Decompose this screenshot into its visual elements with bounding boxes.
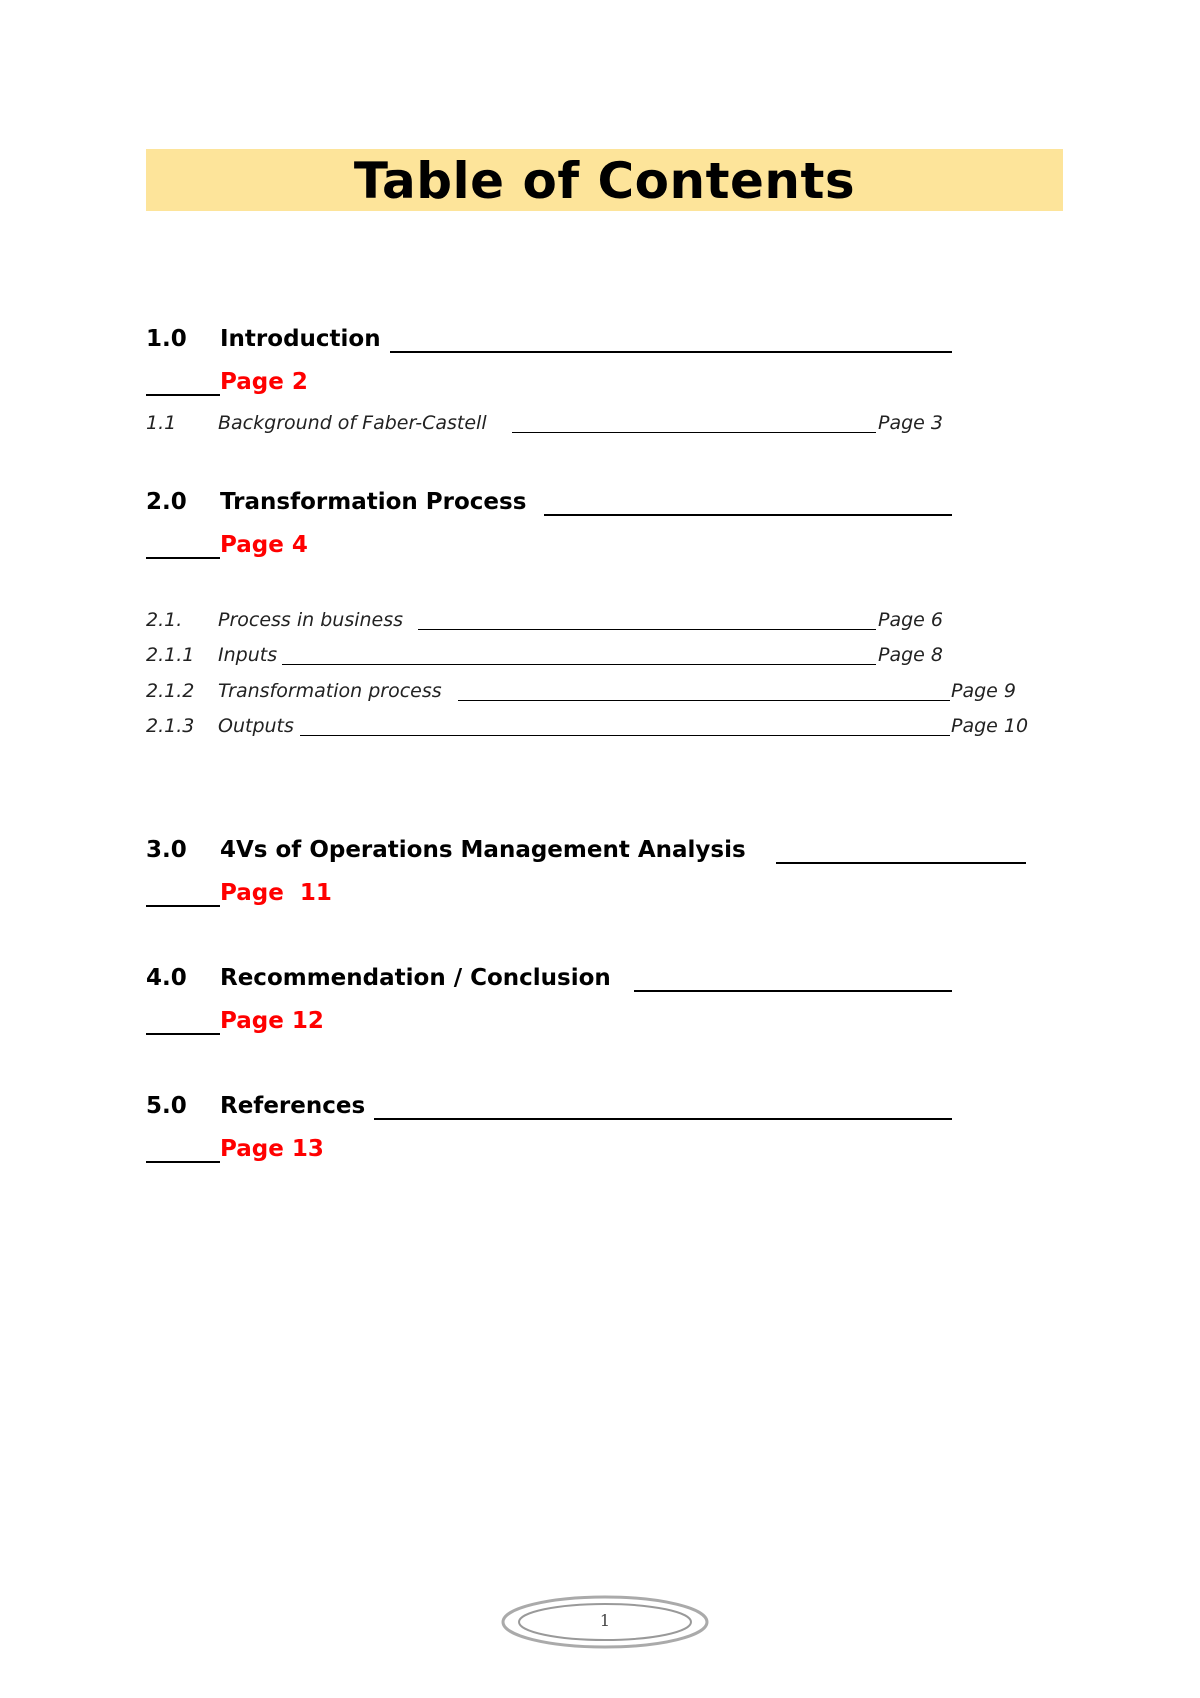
page-reference: Page 12 (220, 1008, 324, 1034)
toc-section-1-page[interactable] (146, 368, 446, 398)
toc-section-5-page[interactable] (146, 1135, 446, 1165)
toc-section-2[interactable] (146, 488, 952, 518)
page-reference: Page 9 (951, 680, 1016, 702)
section-number: 4.0 (146, 965, 187, 991)
leader-line (282, 664, 876, 665)
toc-section-2-page[interactable] (146, 531, 446, 561)
toc-section-4-page[interactable] (146, 1007, 446, 1037)
toc-subsection-1-1[interactable] (146, 411, 952, 435)
toc-section-3-page[interactable] (146, 879, 446, 909)
title-banner (146, 149, 1063, 211)
toc-section-5[interactable] (146, 1092, 952, 1122)
section-title: Recommendation / Conclusion (220, 965, 611, 991)
page-reference: Page 2 (220, 369, 308, 395)
subsection-title: Inputs (218, 644, 278, 666)
leader-line (776, 862, 1026, 864)
page-reference: Page 11 (220, 880, 332, 906)
page-reference: Page 4 (220, 532, 308, 558)
leader-line (146, 557, 220, 559)
section-title: Introduction (220, 326, 381, 352)
leader-line (458, 700, 950, 701)
page-reference: Page 13 (220, 1136, 324, 1162)
page-number-badge (500, 1594, 710, 1650)
toc-subsection-2-1[interactable] (146, 608, 952, 632)
subsection-title: Process in business (218, 609, 404, 631)
leader-line (390, 351, 952, 353)
page-title: Table of Contents (353, 152, 856, 210)
leader-line (146, 394, 220, 396)
page-reference: Page 10 (951, 715, 1029, 737)
subsection-number: 1.1 (146, 412, 177, 434)
subsection-title: Transformation process (218, 680, 442, 702)
leader-line (634, 990, 952, 992)
toc-section-4[interactable] (146, 964, 952, 994)
section-title: Transformation Process (220, 489, 527, 515)
toc-section-3[interactable] (146, 836, 1026, 866)
leader-line (146, 1161, 220, 1163)
leader-line (544, 514, 952, 516)
page-number: 1 (599, 1611, 611, 1630)
page-reference: Page 3 (878, 412, 943, 434)
toc-subsection-2-1-1[interactable] (146, 643, 952, 667)
leader-line (418, 629, 876, 630)
subsection-number: 2.1.3 (146, 715, 195, 737)
leader-line (512, 432, 876, 433)
section-number: 3.0 (146, 837, 187, 863)
section-title: References (220, 1093, 366, 1119)
subsection-title: Outputs (218, 715, 294, 737)
leader-line (146, 1033, 220, 1035)
section-title: 4Vs of Operations Management Analysis (220, 837, 746, 863)
section-number: 5.0 (146, 1093, 187, 1119)
subsection-number: 2.1. (146, 609, 183, 631)
leader-line (300, 735, 950, 736)
toc-subsection-2-1-2[interactable] (146, 679, 1046, 703)
subsection-number: 2.1.1 (146, 644, 195, 666)
subsection-title: Background of Faber-Castell (218, 412, 487, 434)
leader-line (146, 905, 220, 907)
page-reference: Page 6 (878, 609, 943, 631)
toc-section-1[interactable] (146, 325, 952, 355)
section-number: 1.0 (146, 326, 187, 352)
toc-subsection-2-1-3[interactable] (146, 714, 1046, 738)
page-reference: Page 8 (878, 644, 943, 666)
section-number: 2.0 (146, 489, 187, 515)
leader-line (374, 1118, 952, 1120)
subsection-number: 2.1.2 (146, 680, 195, 702)
